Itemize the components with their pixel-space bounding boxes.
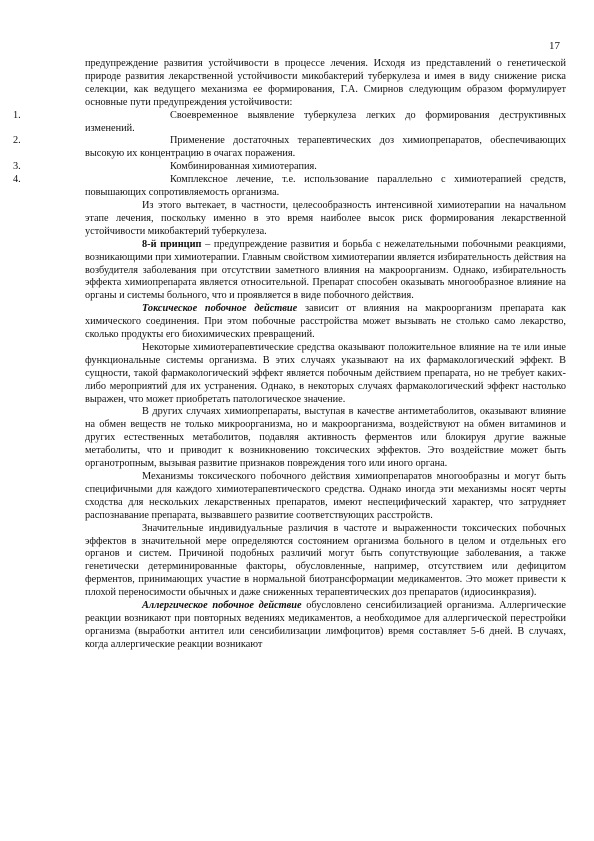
list-item-text: Комплексное лечение, т.е. использование параллельно с химиотерапией средств, повышающих сопротивляемость организма.: [85, 174, 566, 199]
paragraph-toxic: [85, 303, 566, 342]
list-item-1: [13, 109, 566, 136]
body-text: [13, 58, 566, 652]
page-number: 17: [549, 40, 560, 52]
list-number: 2.: [13, 135, 21, 147]
list-item-3: [13, 161, 566, 174]
list-item-text: Комбинированная химиотерапия.: [170, 161, 317, 173]
principle-heading: 8-й принцип: [142, 238, 202, 250]
list-number: 3.: [13, 161, 21, 173]
list-item-text: Своевременное выявление туберкулеза легких до формирования деструктивных изменений.: [85, 109, 566, 134]
paragraph-antimetabolites: В других случаях химиопрепараты, выступая в качестве антиметаболитов, оказывают влияние на обмен веществ не только микроорганизма, но и макроорганизма, воздействуют на обмен витаминов и других естественных метаболитов, подавляя активность ферментов или блокируя другие важные метаболиты, что и приводит к возникновению токсических эффектов. Это воздействие может быть органотропным, вызывая развитие признаков повреждения того или иного органа.: [85, 406, 566, 470]
list-item-text: Применение достаточных терапевтических доз химиопрепаратов, обеспечивающих высокую их концентрацию в очагах поражения.: [85, 135, 566, 160]
paragraph-conclusion: Из этого вытекает, в частности, целесообразность интенсивной химиотерапии на начальном этапе лечения, поскольку именно в это время наиболее высок риск формирования лекарственной устойчивости микобактерий туберкулеза.: [85, 199, 566, 237]
list-number: 1.: [13, 109, 21, 121]
list-number: 4.: [13, 174, 21, 186]
toxic-text: зависит от влияния на макроорганизм препарата как химического соединения. При этом побочные расстройства может вызывать не столько само лекарство, сколько продукты его биохимических превращений.: [85, 303, 566, 341]
list-item-2: [13, 135, 566, 161]
principle-text: – предупреждение развития и борьба с нежелательными побочными реакциями, возникающими при химиотерапии. Главным свойством химиотерапии является избирательность действия на возбудителя заболевания при отсутствии заметного влияния на макроорганизм. Однако, избирательность эффекта химиопрепарата является относительной. Препарат способен оказывать многообразное влияние на органы и системы больного, что и проявляется в виде побочного действия.: [85, 238, 566, 302]
paragraph-intro: предупреждение развития устойчивости в процессе лечения. Исходя из представлений о генетической природе развития лекарственной устойчивости микобактерий туберкулеза и имея в виду снижение риска селекции, как ведущего механизма ее формирования, Г.А. Смирнов следующим образом формулирует основные пути предупреждения устойчивости:: [85, 58, 566, 108]
list-item-4: [13, 174, 566, 200]
paragraph-principle-8: [85, 239, 566, 304]
toxic-heading: Токсическое побочное действие: [142, 303, 298, 315]
paragraph-mechanisms: Механизмы токсического побочного действия химиопрепаратов многообразны и могут быть специфичными для каждого химиотерапевтического средства. Однако иногда эти механизмы носят черты сходства для нескольких лекарственных препаратов, имеют неспецифический характер, что затрудняет распознавание препарата, вызвавшего развитие соответствующих расстройств.: [85, 471, 566, 521]
allergic-heading: Аллергическое побочное действие: [142, 600, 302, 612]
paragraph-individual: Значительные индивидуальные различия в частоте и выраженности токсических побочных эффектов в значительной мере определяются состоянием организма больного в целом и отдельных его органов и систем. Причиной подобных различий могут быть сопутствующие заболевания, а также генетически детерминированные факторы, обусловленные, например, отсутствием или дефицитом ферментов, принимающих участие в нормальной биотрансформации медикаментов. Это может привести к плохой переносимости обычных и даже сниженных терапевтических доз препаратов (идиосинкразия).: [85, 522, 566, 599]
allergic-text: обусловлено сенсибилизацией организма. Аллергические реакции возникают при повторных ведениях медикаментов, а необходимое для аллергической перестройки организма (выработки антител или сенсибилизации лимфоцитов) время составляет 5-6 дней. В случаях, когда аллергические реакции возникают: [85, 600, 566, 650]
paragraph-allergic: [85, 600, 566, 652]
paragraph-pharmacological: Некоторые химиотерапевтические средства оказывают положительное влияние на те или иные функциональные системы организма. В этих случаях указывают на их фармакологический эффект. В сущности, такой фармакологический эффект является побочным действием препарата, но не требует каких-либо мероприятий для их устранения. Однако, в некоторых случаях фармакологический эффект настолько выражен, что может приобретать патологическое значение.: [85, 341, 566, 405]
